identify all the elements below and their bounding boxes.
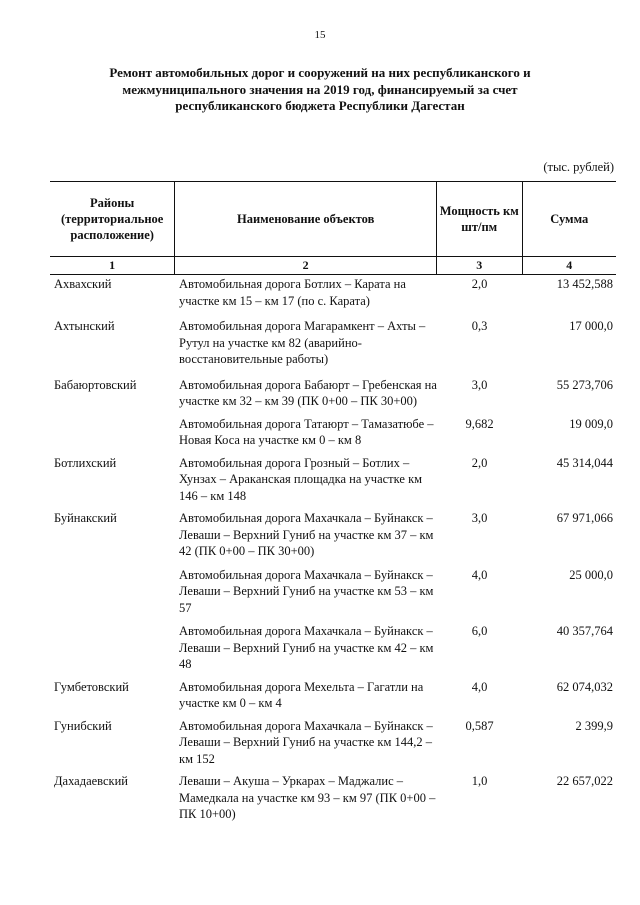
- table-row: [50, 275, 616, 309]
- column-number: 4: [522, 257, 617, 274]
- sum-cell: 13 452,588: [556, 277, 613, 291]
- sum-cell: 19 009,0: [569, 416, 613, 431]
- column-numbers-row: [50, 257, 616, 275]
- district-cell: Буйнакский: [54, 511, 117, 525]
- units-label: (тыс. рублей): [543, 160, 614, 174]
- table-header: [50, 181, 616, 257]
- table-row: [50, 566, 616, 617]
- column-number: 3: [436, 257, 522, 274]
- object-cell: Автомобильная дорога Татаюрт – Тамазатюбе – Новая Коса на участке км 0 – км 8: [179, 416, 434, 447]
- object-cell: Автомобильная дорога Махачкала – Буйнакск – Леваши – Верхний Гуниб на участке км 37 – км 42 (ПК 0+00 – ПК 30+00): [179, 511, 434, 558]
- district-cell: [50, 416, 175, 449]
- object-cell: Леваши – Акуша – Уркарах – Маджалис – Мамедкала на участке км 93 – км 97 (ПК 0+00 – ПК 10+00): [179, 774, 436, 821]
- column-number: 1: [109, 258, 116, 272]
- capacity-cell: 0,3: [471, 319, 488, 333]
- capacity-cell: 1,0: [471, 774, 488, 788]
- header-districts: Районы (территориальное расположение): [61, 196, 164, 242]
- capacity-cell: 6,0: [471, 624, 488, 638]
- district-cell: Ахтынский: [54, 319, 115, 333]
- object-cell: Автомобильная дорога Махачкала – Буйнакск – Леваши – Верхний Гуниб на участке км 144,2 – км 152: [179, 718, 433, 766]
- capacity-cell: 4,0: [471, 567, 488, 582]
- table-row: [50, 772, 616, 823]
- capacity-cell: 3,0: [471, 377, 488, 392]
- sum-cell: 2 399,9: [575, 718, 613, 733]
- district-cell: Ахвахский: [54, 277, 112, 291]
- district-cell: Гунибский: [54, 718, 112, 733]
- table-row: [50, 317, 616, 368]
- sum-cell: 22 657,022: [556, 774, 613, 788]
- capacity-cell: 0,587: [465, 718, 494, 733]
- sum-cell: 25 000,0: [569, 567, 613, 582]
- header-capacity: Мощность км шт/пм: [436, 182, 522, 256]
- header-sum: Сумма: [522, 182, 617, 256]
- sum-cell: 17 000,0: [569, 319, 613, 333]
- object-cell: Автомобильная дорога Махачкала – Буйнакск – Леваши – Верхний Гуниб на участке км 53 – км 57: [179, 567, 434, 615]
- district-cell: [50, 623, 175, 673]
- column-number: 2: [174, 257, 436, 274]
- header-objects: Наименование объектов: [174, 182, 436, 256]
- capacity-cell: 2,0: [471, 277, 488, 291]
- district-cell: [50, 567, 175, 617]
- document-title: Ремонт автомобильных дорог и сооружений на них республиканского и межмуниципального значения на 2019 год, финансируемый за счет республиканского бюджета Республики Дагестан: [109, 65, 531, 113]
- sum-cell: 45 314,044: [556, 455, 613, 470]
- capacity-cell: 3,0: [471, 511, 488, 525]
- sum-cell: 67 971,066: [556, 511, 613, 525]
- table-row: [50, 622, 616, 673]
- sum-cell: 40 357,764: [556, 624, 613, 638]
- object-cell: Автомобильная дорога Грозный – Ботлих – Хунзах – Араканская площадка на участке км 146 – км 148: [179, 455, 423, 503]
- table-row: [50, 678, 616, 712]
- object-cell: Автомобильная дорога Бабаюрт – Гребенская на участке км 32 – км 39 (ПК 0+00 – ПК 30+00): [179, 377, 437, 408]
- roads-table: [50, 181, 616, 823]
- table-row: [50, 454, 616, 505]
- object-cell: Автомобильная дорога Магарамкент – Ахты – Рутул на участке км 82 (аварийно-восстановительные работы): [179, 319, 426, 366]
- capacity-cell: 9,682: [465, 416, 494, 431]
- object-cell: Автомобильная дорога Мехельта – Гагатли на участке км 0 – км 4: [179, 679, 424, 710]
- district-cell: Бабаюртовский: [54, 377, 137, 392]
- object-cell: Автомобильная дорога Махачкала – Буйнакск – Леваши – Верхний Гуниб на участке км 42 – км 48: [179, 624, 434, 671]
- capacity-cell: 4,0: [471, 679, 488, 694]
- table-row: [50, 415, 616, 449]
- district-cell: Ботлихский: [54, 455, 117, 470]
- table-row: [50, 376, 616, 410]
- table-body: [50, 275, 616, 823]
- object-cell: Автомобильная дорога Ботлих – Карата на участке км 15 – км 17 (по с. Карата): [179, 277, 406, 308]
- table-row: [50, 717, 616, 768]
- capacity-cell: 2,0: [471, 455, 488, 470]
- table-row: [50, 509, 616, 560]
- district-cell: Гумбетовский: [54, 679, 129, 694]
- page-number: 15: [314, 29, 326, 41]
- sum-cell: 55 273,706: [556, 377, 613, 392]
- sum-cell: 62 074,032: [556, 679, 613, 694]
- district-cell: Дахадаевский: [54, 774, 128, 788]
